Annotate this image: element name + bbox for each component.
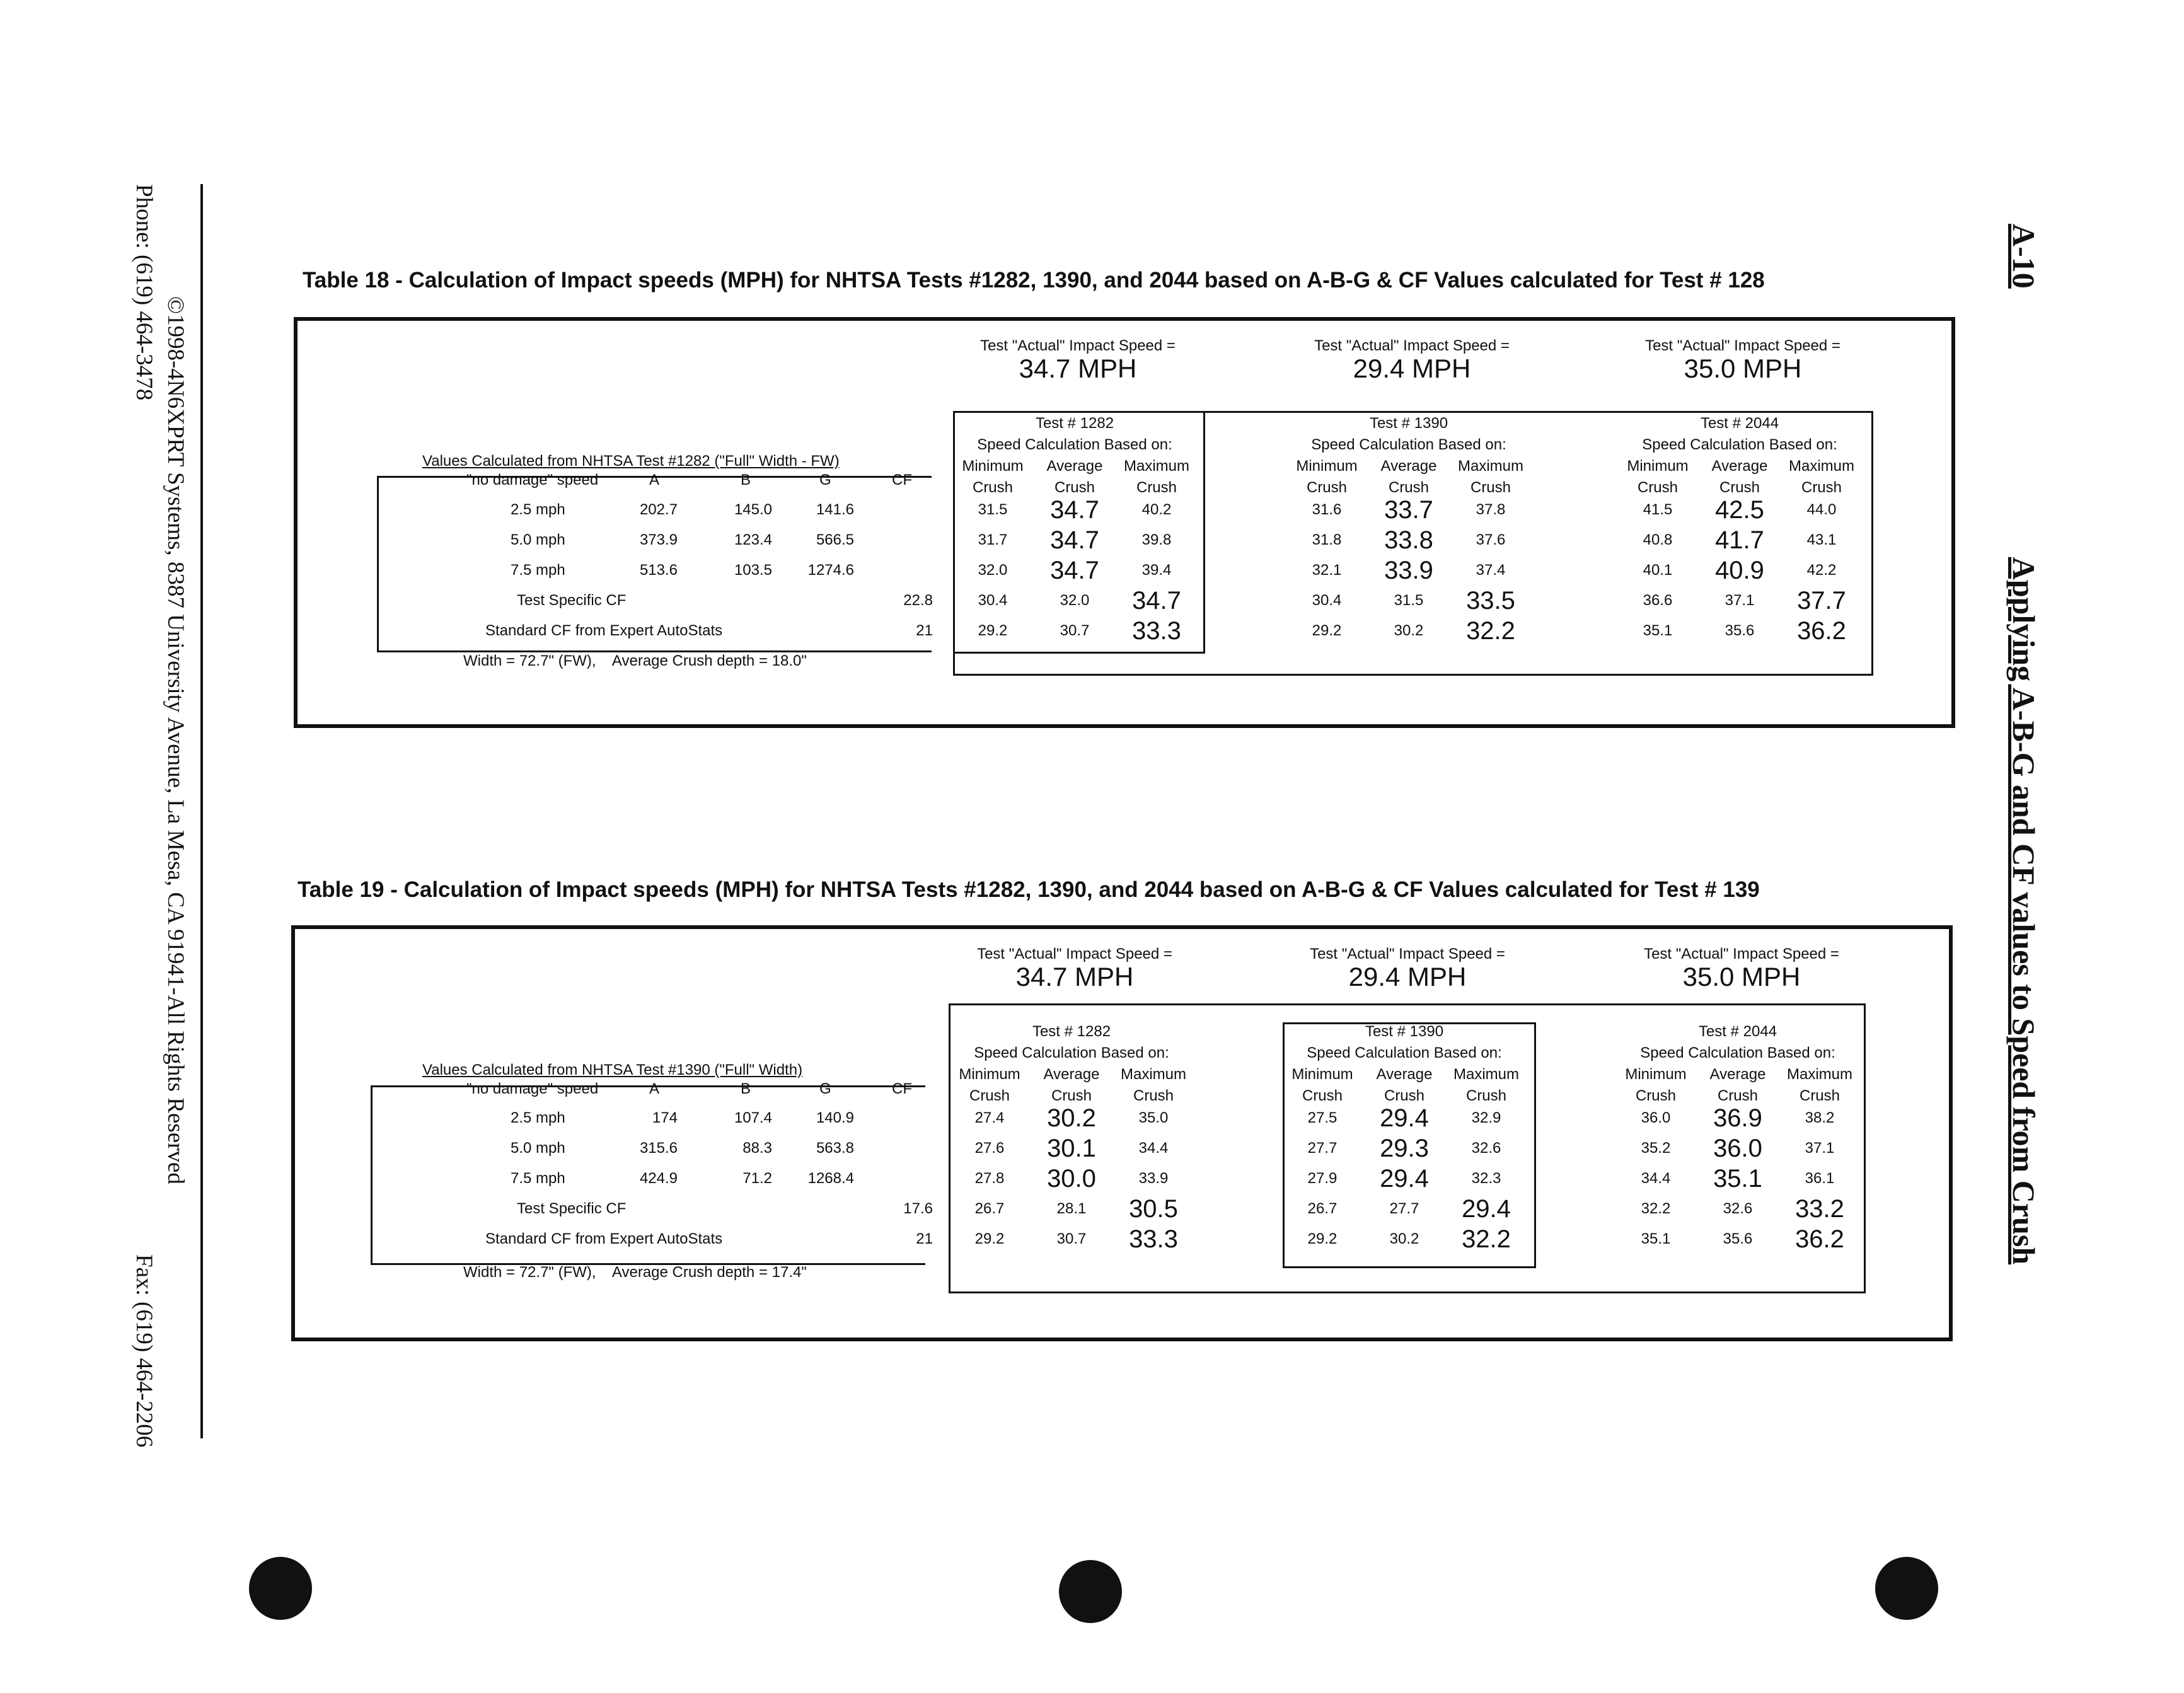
crush-label: Crush <box>1717 1087 1759 1104</box>
calc-basis-label: Speed Calculation Based on: <box>1640 1044 1835 1061</box>
crush-type-label: Average <box>1709 1066 1766 1083</box>
cell-g: 566.5 <box>816 531 854 548</box>
speed-value: 29.3 <box>1380 1134 1429 1162</box>
speed-value: 32.2 <box>1466 616 1515 645</box>
speed-value: 34.4 <box>1641 1170 1671 1187</box>
crush-column-headers <box>1617 456 1863 477</box>
actual-speed-value: 29.4 MPH <box>1353 354 1471 383</box>
speed-value: 30.2 <box>1047 1104 1096 1132</box>
footnote: Width = 72.7" (FW), Average Crush depth = 17.4" <box>463 1264 807 1281</box>
speed-value: 34.7 <box>1050 495 1099 524</box>
test-name: Test # 1282 <box>1035 415 1114 432</box>
cell-cf: 21 <box>916 1230 933 1247</box>
actual-speed-label: Test "Actual" Impact Speed = <box>977 945 1172 962</box>
speed-row <box>1281 1133 1527 1164</box>
row-label: 5.0 mph <box>511 531 565 548</box>
cell-a: 424.9 <box>639 1170 678 1187</box>
cell-b: 123.4 <box>734 531 772 548</box>
speed-value: 32.0 <box>1060 592 1090 609</box>
crush-type-label: Maximum <box>1123 458 1189 475</box>
punch-hole <box>249 1557 312 1620</box>
crush-type-label: Maximum <box>1786 1066 1852 1083</box>
crush-type-label: Maximum <box>1788 458 1854 475</box>
speed-value: 27.6 <box>974 1140 1005 1157</box>
speed-value: 34.7 <box>1050 526 1099 554</box>
crush-type-label: Minimum <box>1627 458 1689 475</box>
punch-hole <box>1059 1560 1122 1623</box>
speed-value: 26.7 <box>1307 1200 1338 1217</box>
actual-speed-label: Test "Actual" Impact Speed = <box>1644 945 1839 962</box>
speed-value: 30.2 <box>1389 1230 1419 1247</box>
crush-label: Crush <box>1465 1087 1507 1104</box>
speed-value: 34.7 <box>1132 586 1181 615</box>
speed-value: 36.0 <box>1713 1134 1762 1162</box>
col-a-header: A <box>649 471 660 488</box>
speed-row <box>1615 1103 1861 1133</box>
crush-label: Crush <box>1306 479 1348 496</box>
speed-row <box>1615 1133 1861 1164</box>
cell-b: 145.0 <box>734 501 772 518</box>
no-damage-speed-header: "no damage" speed <box>466 1080 599 1097</box>
speed-value: 40.1 <box>1643 562 1673 579</box>
phone-number: Phone: (619) 464-3478 <box>131 184 157 401</box>
speed-row <box>949 1194 1194 1224</box>
speed-value: 37.4 <box>1476 562 1506 579</box>
speed-row <box>1615 1164 1861 1194</box>
speed-value: 32.2 <box>1641 1200 1671 1217</box>
speed-row <box>949 1103 1194 1133</box>
crush-column-headers <box>1286 456 1532 477</box>
speed-value: 33.7 <box>1384 495 1433 524</box>
speed-value: 40.2 <box>1141 501 1172 518</box>
speed-value: 29.4 <box>1380 1164 1429 1193</box>
speed-value: 27.7 <box>1307 1140 1338 1157</box>
cell-a: 513.6 <box>639 562 678 579</box>
speed-value: 36.6 <box>1643 592 1673 609</box>
cell-b: 88.3 <box>742 1140 772 1157</box>
actual-speed-heading <box>1272 945 1543 991</box>
speed-row <box>952 616 1198 646</box>
page-heading <box>2006 224 2042 1264</box>
crush-label: Crush <box>1719 479 1760 496</box>
speed-value: 28.1 <box>1056 1200 1087 1217</box>
crush-column-headers <box>952 456 1198 477</box>
speed-value: 29.4 <box>1380 1104 1429 1132</box>
speed-value: 32.1 <box>1312 562 1342 579</box>
row-label: Standard CF from Expert AutoStats <box>485 1230 723 1247</box>
speed-value: 31.5 <box>1394 592 1424 609</box>
speed-value: 37.1 <box>1725 592 1755 609</box>
speed-row <box>1286 555 1532 586</box>
speed-row <box>1615 1224 1861 1254</box>
speed-value: 33.2 <box>1795 1194 1844 1223</box>
test-name: Test # 2044 <box>1700 415 1779 432</box>
speed-value: 31.6 <box>1312 501 1342 518</box>
crush-label: Crush <box>1054 479 1095 496</box>
speed-row <box>952 495 1198 525</box>
crush-label: Crush <box>1388 479 1430 496</box>
speed-value: 35.1 <box>1643 622 1673 639</box>
speed-value: 37.1 <box>1805 1140 1835 1157</box>
crush-label: Crush <box>1133 1087 1174 1104</box>
actual-speed-label: Test "Actual" Impact Speed = <box>1645 337 1840 354</box>
speed-value: 29.2 <box>974 1230 1005 1247</box>
calc-basis-label: Speed Calculation Based on: <box>974 1044 1169 1061</box>
calc-basis-label: Speed Calculation Based on: <box>1311 436 1506 453</box>
speed-value: 30.5 <box>1129 1194 1178 1223</box>
cell-b: 103.5 <box>734 562 772 579</box>
test-name: Test # 1390 <box>1369 415 1448 432</box>
speed-value: 29.2 <box>978 622 1008 639</box>
crush-column-headers <box>1281 1064 1527 1085</box>
speed-value: 40.9 <box>1715 556 1764 584</box>
speed-value: 30.7 <box>1060 622 1090 639</box>
col-a-header: A <box>649 1080 660 1097</box>
cell-g: 1274.6 <box>807 562 854 579</box>
speed-value: 37.8 <box>1476 501 1506 518</box>
actual-speed-label: Test "Actual" Impact Speed = <box>1310 945 1505 962</box>
cell-a: 202.7 <box>639 501 678 518</box>
speed-value: 35.2 <box>1641 1140 1671 1157</box>
speed-value: 27.8 <box>974 1170 1005 1187</box>
speed-value: 31.5 <box>978 501 1008 518</box>
actual-speed-value: 35.0 MPH <box>1684 354 1802 383</box>
crush-type-label: Average <box>1376 1066 1433 1083</box>
speed-value: 33.9 <box>1138 1170 1169 1187</box>
speed-value: 30.1 <box>1047 1134 1096 1162</box>
speed-value: 37.7 <box>1797 586 1846 615</box>
row-label: Standard CF from Expert AutoStats <box>485 622 723 639</box>
calc-basis-label: Speed Calculation Based on: <box>977 436 1172 453</box>
speed-value: 34.4 <box>1138 1140 1169 1157</box>
speed-row <box>1617 616 1863 646</box>
calc-basis-label: Speed Calculation Based on: <box>1307 1044 1502 1061</box>
speed-value: 43.1 <box>1806 531 1837 548</box>
speed-value: 33.3 <box>1132 616 1181 645</box>
speed-value: 44.0 <box>1806 501 1837 518</box>
speed-value: 32.9 <box>1471 1109 1501 1126</box>
crush-type-label: Minimum <box>1291 1066 1353 1083</box>
crush-label: Crush <box>1302 1087 1343 1104</box>
crush-label: Crush <box>1051 1087 1092 1104</box>
speed-value: 33.5 <box>1466 586 1515 615</box>
actual-speed-value: 34.7 MPH <box>1019 354 1137 383</box>
col-cf-header: CF <box>892 471 912 488</box>
speed-row <box>1286 616 1532 646</box>
speed-value: 35.1 <box>1641 1230 1671 1247</box>
crush-label: Crush <box>1136 479 1177 496</box>
speed-value: 32.6 <box>1471 1140 1501 1157</box>
punch-hole <box>1875 1557 1938 1620</box>
row-label: 7.5 mph <box>511 1170 565 1187</box>
test-speed-group <box>952 413 1198 499</box>
speed-row <box>949 1224 1194 1254</box>
speed-row <box>1617 555 1863 586</box>
speed-row <box>1281 1224 1527 1254</box>
speed-value: 31.7 <box>978 531 1008 548</box>
crush-column-headers <box>1615 1064 1861 1085</box>
speed-row <box>952 586 1198 616</box>
copyright-notice: ©1998-4N6XPRT Systems, 8387 University Avenue, La Mesa, CA 91941-All Rights Reserved <box>163 296 188 1184</box>
speed-value: 33.9 <box>1384 556 1433 584</box>
values-caption: Values Calculated from NHTSA Test #1390 ("Full" Width) <box>422 1061 803 1078</box>
col-b-header: B <box>741 1080 751 1097</box>
speed-value: 36.2 <box>1797 616 1846 645</box>
speed-value: 41.7 <box>1715 526 1764 554</box>
row-label: Test Specific CF <box>517 1200 627 1217</box>
speed-value: 30.0 <box>1047 1164 1096 1193</box>
speed-value: 41.5 <box>1643 501 1673 518</box>
test-speed-group <box>1615 1021 1861 1107</box>
no-damage-speed-header: "no damage" speed <box>466 471 599 488</box>
page-title: Applying A-B-G and CF values to Speed from Crush <box>2006 557 2042 1265</box>
crush-type-label: Minimum <box>959 1066 1020 1083</box>
cell-g: 140.9 <box>816 1109 854 1126</box>
speed-value: 30.2 <box>1394 622 1424 639</box>
speed-row <box>949 1133 1194 1164</box>
speed-value: 37.6 <box>1476 531 1506 548</box>
cell-g: 141.6 <box>816 501 854 518</box>
col-b-header: B <box>741 471 751 488</box>
test-speed-group <box>1617 413 1863 499</box>
speed-value: 27.7 <box>1389 1200 1419 1217</box>
crush-type-label: Average <box>1046 458 1103 475</box>
speed-value: 30.4 <box>978 592 1008 609</box>
speed-value: 33.3 <box>1129 1225 1178 1253</box>
test-name: Test # 2044 <box>1698 1023 1777 1040</box>
speed-value: 39.8 <box>1141 531 1172 548</box>
crush-type-label: Maximum <box>1453 1066 1519 1083</box>
table-19-title: Table 19 - Calculation of Impact speeds (MPH) for NHTSA Tests #1282, 1390, and 2044 based on A-B-G & CF Values calculated for Test # 139 <box>298 877 1760 902</box>
crush-label: Crush <box>1384 1087 1425 1104</box>
col-g-header: G <box>819 471 831 488</box>
speed-row <box>1281 1194 1527 1224</box>
footnote: Width = 72.7" (FW), Average Crush depth = 18.0" <box>463 652 807 669</box>
crush-type-label: Average <box>1711 458 1768 475</box>
actual-speed-value: 29.4 MPH <box>1348 962 1467 991</box>
cell-g: 1268.4 <box>807 1170 854 1187</box>
cell-b: 107.4 <box>734 1109 772 1126</box>
crush-type-label: Minimum <box>962 458 1024 475</box>
actual-speed-label: Test "Actual" Impact Speed = <box>1314 337 1510 354</box>
speed-row <box>949 1164 1194 1194</box>
speed-value: 30.4 <box>1312 592 1342 609</box>
sidebar-divider-line <box>200 184 203 1438</box>
speed-value: 36.9 <box>1713 1104 1762 1132</box>
crush-type-label: Minimum <box>1296 458 1358 475</box>
speed-value: 34.7 <box>1050 556 1099 584</box>
test-name: Test # 1390 <box>1365 1023 1444 1040</box>
speed-row <box>1281 1164 1527 1194</box>
actual-speed-heading <box>1607 337 1878 383</box>
crush-type-label: Minimum <box>1625 1066 1687 1083</box>
speed-value: 36.2 <box>1795 1225 1844 1253</box>
cell-a: 315.6 <box>639 1140 678 1157</box>
row-label: Test Specific CF <box>517 592 627 609</box>
actual-speed-value: 34.7 MPH <box>1015 962 1134 991</box>
cell-a: 373.9 <box>639 531 678 548</box>
row-label: 5.0 mph <box>511 1140 565 1157</box>
speed-row <box>1617 525 1863 555</box>
speed-value: 38.2 <box>1805 1109 1835 1126</box>
speed-value: 35.1 <box>1713 1164 1762 1193</box>
speed-row <box>1286 495 1532 525</box>
actual-speed-value: 35.0 MPH <box>1682 962 1801 991</box>
speed-value: 32.3 <box>1471 1170 1501 1187</box>
speed-value: 32.6 <box>1723 1200 1753 1217</box>
speed-value: 36.0 <box>1641 1109 1671 1126</box>
speed-value: 33.8 <box>1384 526 1433 554</box>
test-speed-group <box>1286 413 1532 499</box>
speed-value: 31.8 <box>1312 531 1342 548</box>
speed-value: 29.2 <box>1312 622 1342 639</box>
crush-type-label: Maximum <box>1457 458 1523 475</box>
speed-value: 35.6 <box>1725 622 1755 639</box>
speed-row <box>952 525 1198 555</box>
speed-row <box>1286 525 1532 555</box>
speed-value: 42.2 <box>1806 562 1837 579</box>
crush-label: Crush <box>1637 479 1678 496</box>
cell-b: 71.2 <box>742 1170 772 1187</box>
crush-label: Crush <box>972 479 1014 496</box>
col-cf-header: CF <box>892 1080 912 1097</box>
crush-type-label: Average <box>1380 458 1437 475</box>
actual-speed-heading <box>1606 945 1877 991</box>
speed-value: 29.4 <box>1462 1194 1511 1223</box>
speed-value: 27.4 <box>974 1109 1005 1126</box>
crush-label: Crush <box>1799 1087 1840 1104</box>
speed-value: 27.5 <box>1307 1109 1338 1126</box>
row-label: 2.5 mph <box>511 1109 565 1126</box>
crush-label: Crush <box>1470 479 1511 496</box>
speed-row <box>1286 586 1532 616</box>
crush-type-label: Average <box>1043 1066 1100 1083</box>
speed-value: 29.2 <box>1307 1230 1338 1247</box>
values-caption: Values Calculated from NHTSA Test #1282 ("Full" Width - FW) <box>422 453 840 470</box>
row-label: 2.5 mph <box>511 501 565 518</box>
fax-number: Fax: (619) 464-2206 <box>131 1254 157 1448</box>
crush-label: Crush <box>1801 479 1842 496</box>
cell-g: 563.8 <box>816 1140 854 1157</box>
actual-speed-label: Test "Actual" Impact Speed = <box>980 337 1176 354</box>
speed-value: 26.7 <box>974 1200 1005 1217</box>
test-speed-group <box>949 1021 1194 1107</box>
speed-value: 32.2 <box>1462 1225 1511 1253</box>
col-g-header: G <box>819 1080 831 1097</box>
speed-row <box>952 555 1198 586</box>
speed-row <box>1615 1194 1861 1224</box>
cell-cf: 21 <box>916 622 933 639</box>
speed-value: 36.1 <box>1805 1170 1835 1187</box>
page-number: A-10 <box>2006 224 2042 289</box>
cell-cf: 17.6 <box>903 1200 933 1217</box>
cell-a: 174 <box>652 1109 678 1126</box>
actual-speed-heading <box>939 945 1210 991</box>
speed-value: 35.6 <box>1723 1230 1753 1247</box>
crush-label: Crush <box>969 1087 1010 1104</box>
table-18-title: Table 18 - Calculation of Impact speeds (MPH) for NHTSA Tests #1282, 1390, and 2044 based on A-B-G & CF Values calculated for Test # 128 <box>303 268 1765 292</box>
crush-type-label: Maximum <box>1120 1066 1186 1083</box>
speed-row <box>1281 1103 1527 1133</box>
test-name: Test # 1282 <box>1032 1023 1111 1040</box>
speed-value: 32.0 <box>978 562 1008 579</box>
speed-value: 30.7 <box>1056 1230 1087 1247</box>
speed-value: 27.9 <box>1307 1170 1338 1187</box>
actual-speed-heading <box>1276 337 1547 383</box>
test-speed-group <box>1281 1021 1527 1107</box>
speed-value: 42.5 <box>1715 495 1764 524</box>
actual-speed-heading <box>942 337 1213 383</box>
speed-value: 39.4 <box>1141 562 1172 579</box>
cell-cf: 22.8 <box>903 592 933 609</box>
crush-label: Crush <box>1635 1087 1677 1104</box>
speed-value: 35.0 <box>1138 1109 1169 1126</box>
crush-column-headers <box>949 1064 1194 1085</box>
speed-row <box>1617 495 1863 525</box>
speed-value: 40.8 <box>1643 531 1673 548</box>
row-label: 7.5 mph <box>511 562 565 579</box>
calc-basis-label: Speed Calculation Based on: <box>1642 436 1837 453</box>
speed-row <box>1617 586 1863 616</box>
